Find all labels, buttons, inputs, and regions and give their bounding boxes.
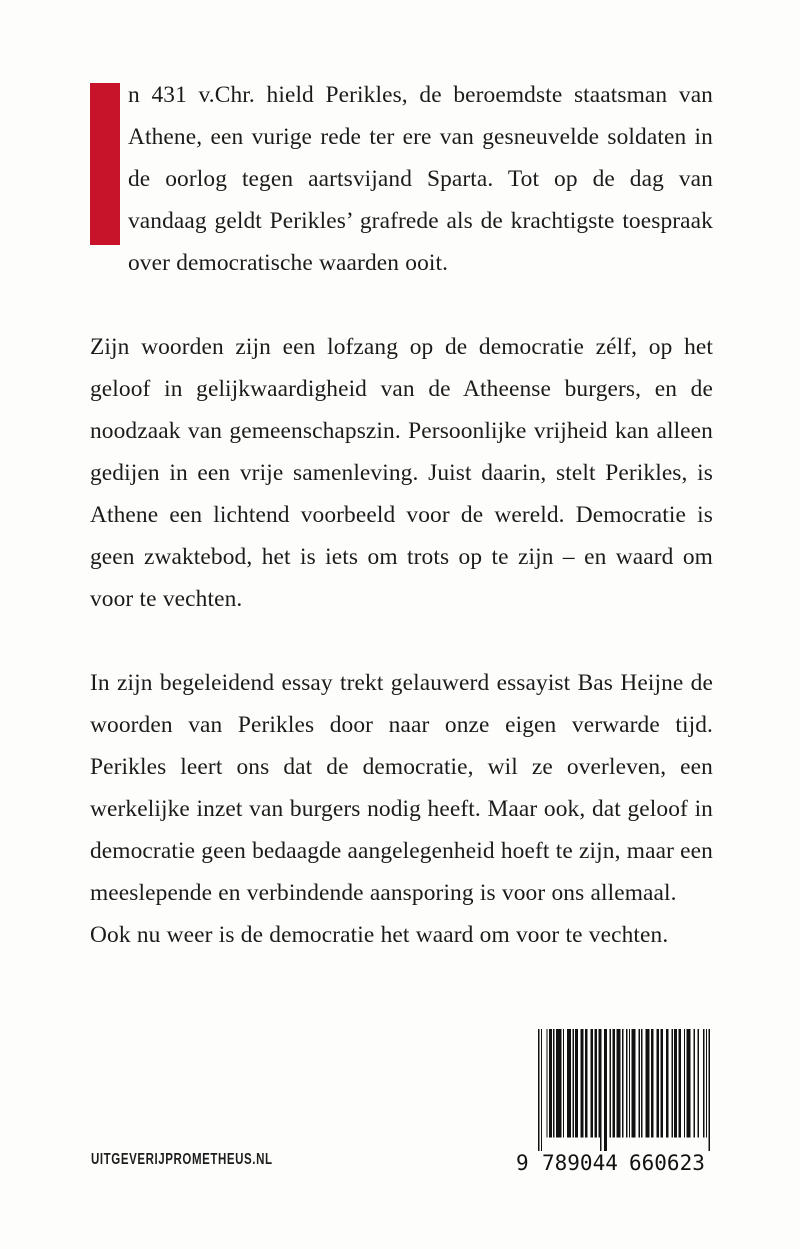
barcode-digits — [512, 1151, 717, 1177]
blurb-text-block — [90, 74, 713, 956]
dropcap-block — [90, 83, 120, 245]
paragraph-blank-line — [90, 620, 713, 662]
publisher-url[interactable]: UITGEVERIJPROMETHEUS.NL — [91, 1151, 273, 1168]
blurb-paragraph-2: Zijn woorden zijn een lofzang op de democratie zélf, op het geloof in gelijkwaardigheid van de Atheense burgers, en de noodzaak van gemeenschapszin. Persoonlijke vrijheid kan alleen gedijen in een vrije samenleving. Juist daarin, stelt Perikles, is Athene een lichtend voorbeeld voor de wereld. Democratie is geen zwaktebod, het is iets om trots op te zijn – en waard om voor te vechten. — [90, 334, 713, 612]
blurb-paragraph-3: In zijn begeleidend essay trekt gelauwerd essayist Bas Heijne de woorden van Perikles door naar onze eigen verwarde tijd. Perikles leert ons dat de democratie, wil ze overleven, een werkelijke inzet van burgers nodig heeft. Maar ook, dat geloof in democratie geen bedaagde aangelegenheid hoeft te zijn, maar een meeslepende en verbindende aansporing is voor ons allemaal. — [90, 670, 713, 906]
blurb-paragraph-1 — [90, 74, 713, 284]
barcode-right-group: 660623 — [629, 1151, 705, 1175]
paragraph-gap — [90, 284, 713, 326]
barcode-bars — [538, 1029, 710, 1151]
barcode — [512, 1022, 717, 1177]
barcode-lead-digit: 9 — [516, 1151, 529, 1175]
barcode-left-group: 789044 — [542, 1151, 618, 1175]
blurb-paragraph-4: Ook nu weer is de democratie het waard om voor te vechten. — [90, 922, 669, 948]
blurb-paragraph-1-text: n 431 v.Chr. hield Perikles, de beroemdste staatsman van Athene, een vurige rede ter ere van gesneuvelde soldaten in de oorlog tegen aartsvijand Sparta. Tot op de dag van vandaag geldt Perikles’ grafrede als de krachtigste toespraak over democratische waarden ooit. — [128, 82, 713, 276]
